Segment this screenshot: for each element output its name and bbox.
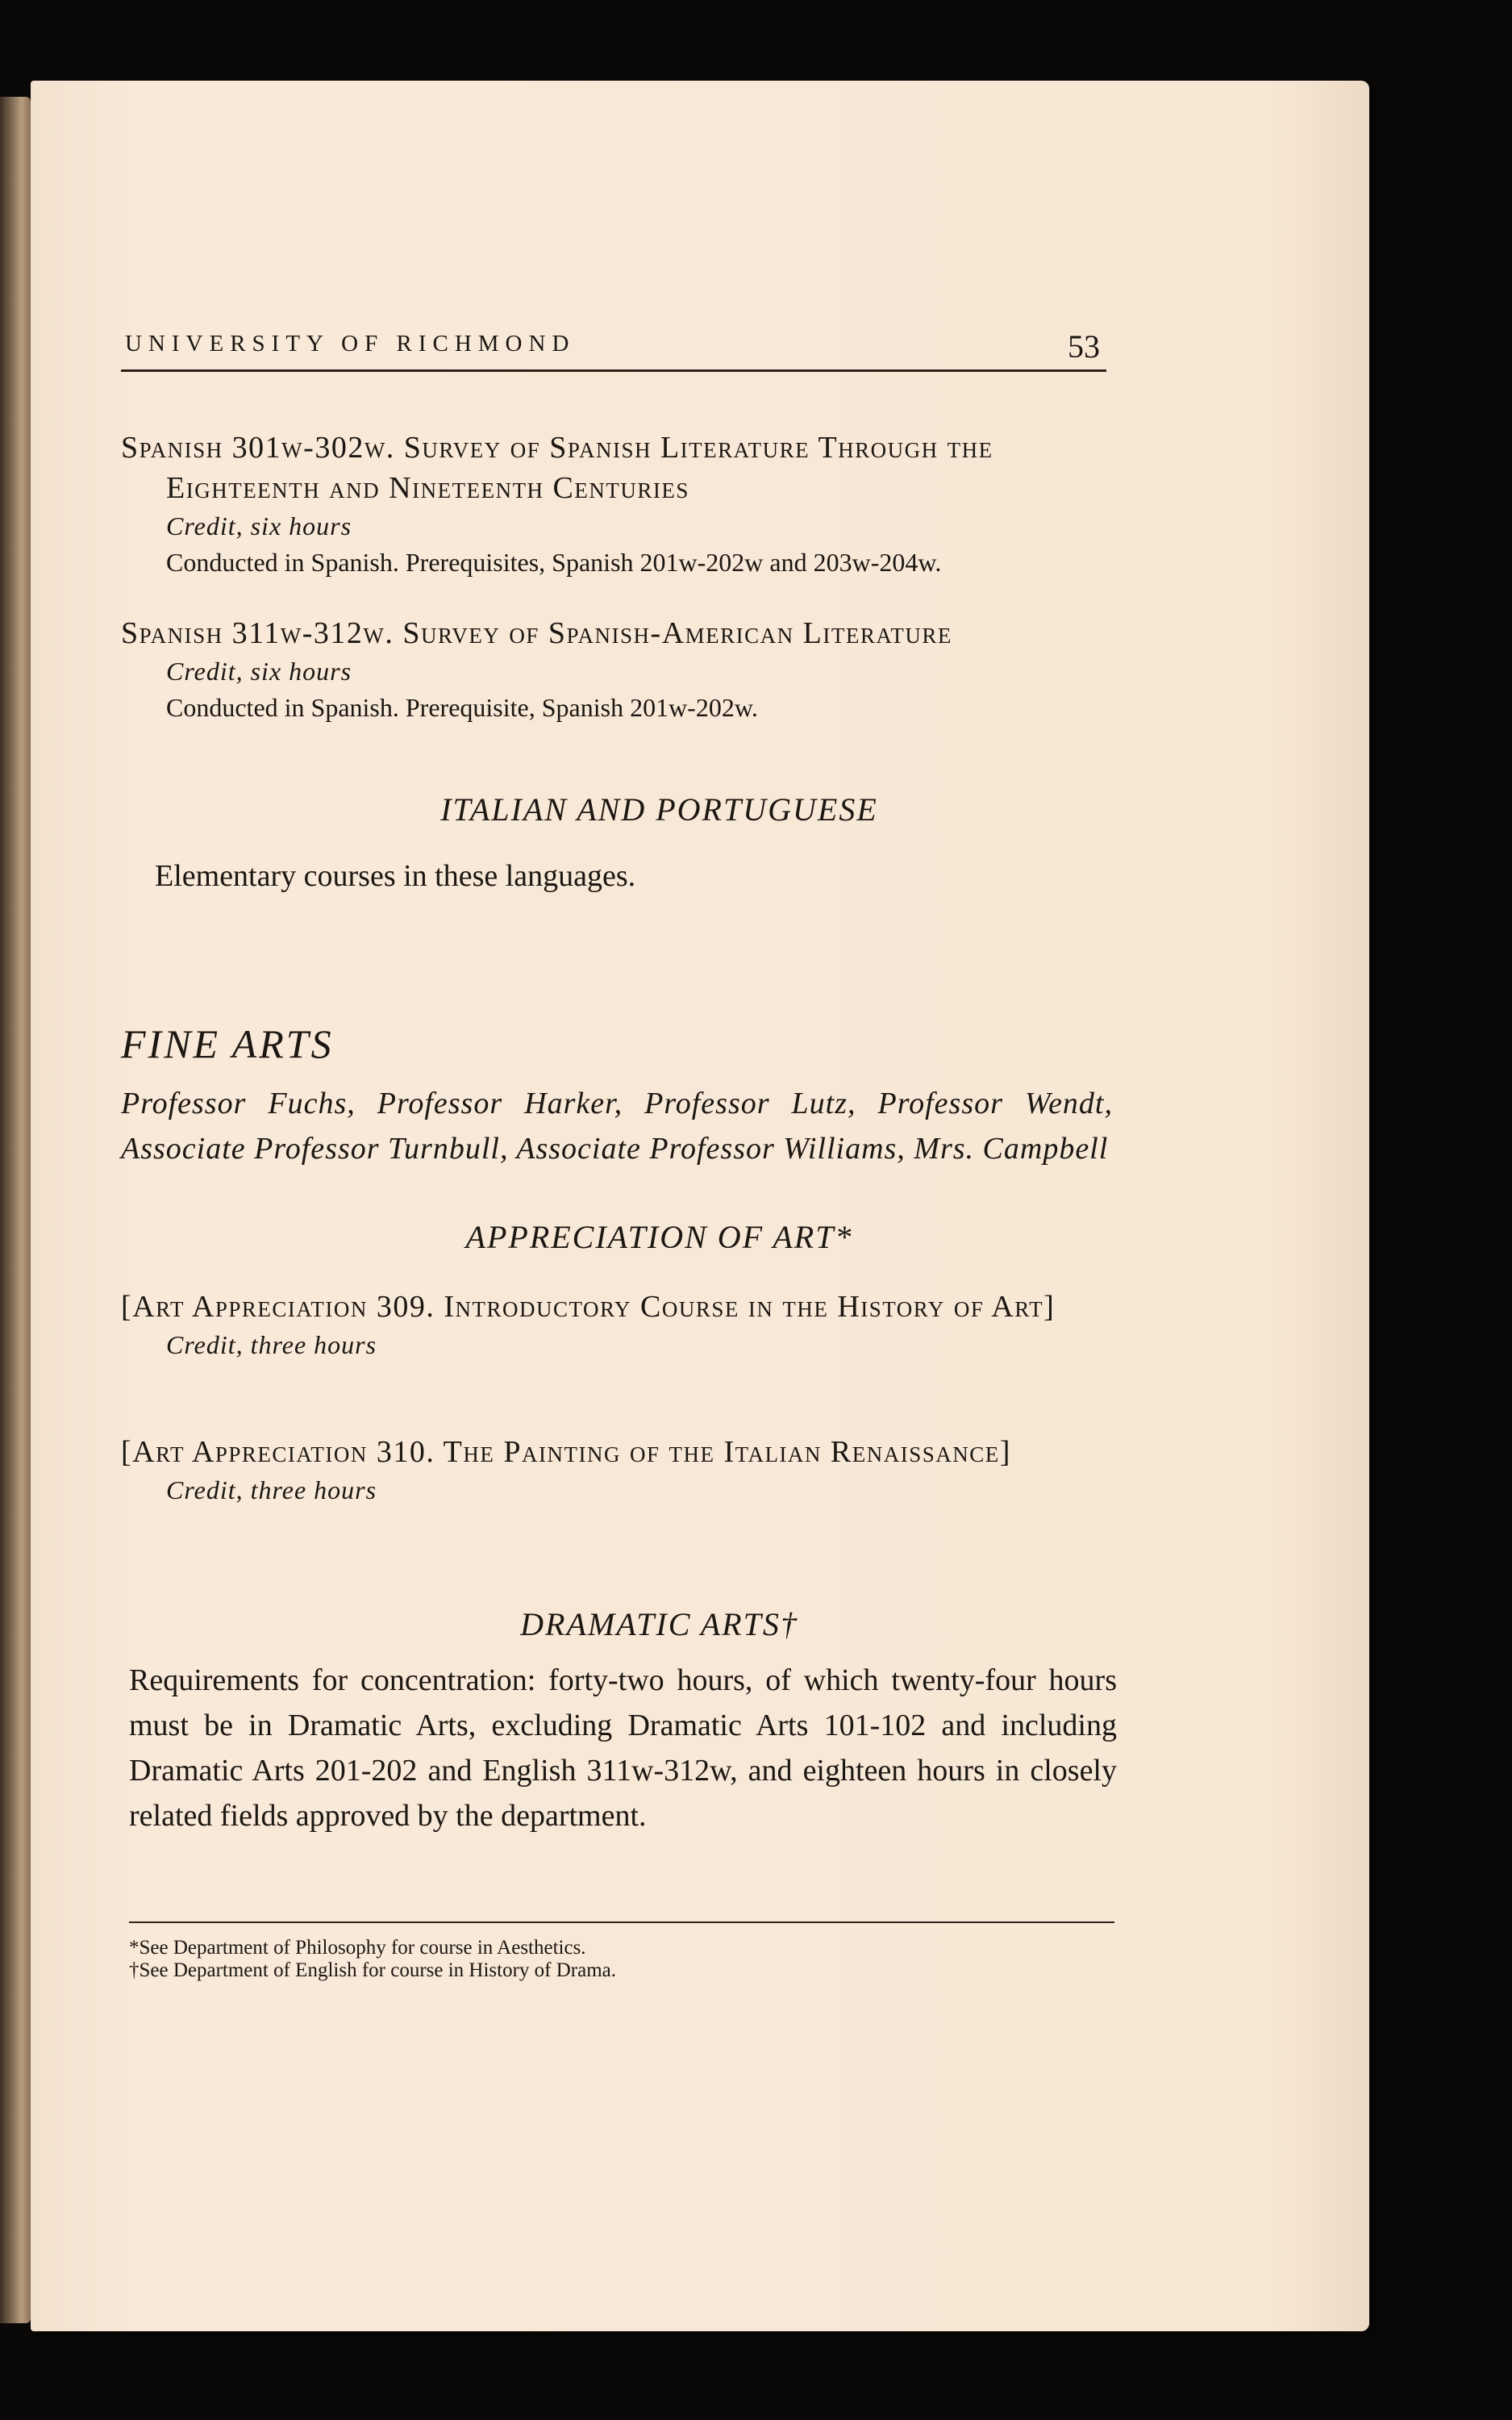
footnote-aesthetics: *See Department of Philosophy for course in Aesthetics.: [129, 1937, 586, 1959]
italian-portuguese-text: Elementary courses in these languages.: [155, 859, 636, 893]
course-entry-art-310: [121, 1432, 1113, 1508]
footnote-drama: †See Department of English for course in History of Drama.: [129, 1959, 617, 1981]
book-page: [31, 81, 1369, 2331]
course-entry-spanish-311: [121, 613, 1113, 726]
faculty-list: Professor Fuchs, Professor Harker, Professor Lutz, Professor Wendt, Associate Professor Turnbull, Associate Professor Williams, Mrs. Campbell: [121, 1087, 1113, 1166]
header-rule: [121, 369, 1106, 372]
course-credit: Credit, three hours: [166, 1475, 377, 1504]
course-credit: Credit, six hours: [166, 511, 352, 540]
appreciation-of-art-heading: APPRECIATION OF ART*: [465, 1219, 853, 1255]
course-title: [Art Appreciation 310. The Painting of the Italian Renaissance]: [121, 1435, 1011, 1469]
dramatic-arts-heading: DRAMATIC ARTS†: [520, 1606, 798, 1642]
dramatic-arts-requirements: Requirements for concentration: forty-two hours, of which twenty-four hours must be in Dramatic Arts, excluding Dramatic Arts 101-102 and including Dramatic Arts 201-202 and English 311w-312w, and eighteen hours in closely related fields approved by the department.: [129, 1663, 1117, 1833]
course-note: Conducted in Spanish. Prerequisite, Spanish 201w-202w.: [166, 693, 758, 722]
course-entry-spanish-301: [121, 428, 1113, 581]
course-credit: Credit, three hours: [166, 1330, 377, 1359]
running-title: UNIVERSITY OF RICHMOND: [125, 331, 576, 357]
facing-page-edge: [0, 97, 31, 2323]
course-title: [Art Appreciation 309. Introductory Course in the History of Art]: [121, 1290, 1056, 1324]
course-entry-art-309: [121, 1287, 1113, 1362]
course-note: Conducted in Spanish. Prerequisites, Spanish 201w-202w and 203w-204w.: [166, 548, 942, 577]
course-title: Spanish 311w-312w. Survey of Spanish-American Literature: [121, 616, 952, 650]
page-number: 53: [1068, 328, 1100, 365]
fine-arts-title: FINE ARTS: [121, 1021, 334, 1066]
footnote-rule: [129, 1921, 1114, 1923]
italian-portuguese-heading: ITALIAN AND PORTUGUESE: [440, 791, 878, 828]
course-title: Spanish 301w-302w. Survey of Spanish Literature Through the Eighteenth and Nineteenth Centuries: [121, 431, 993, 505]
course-credit: Credit, six hours: [166, 657, 352, 686]
